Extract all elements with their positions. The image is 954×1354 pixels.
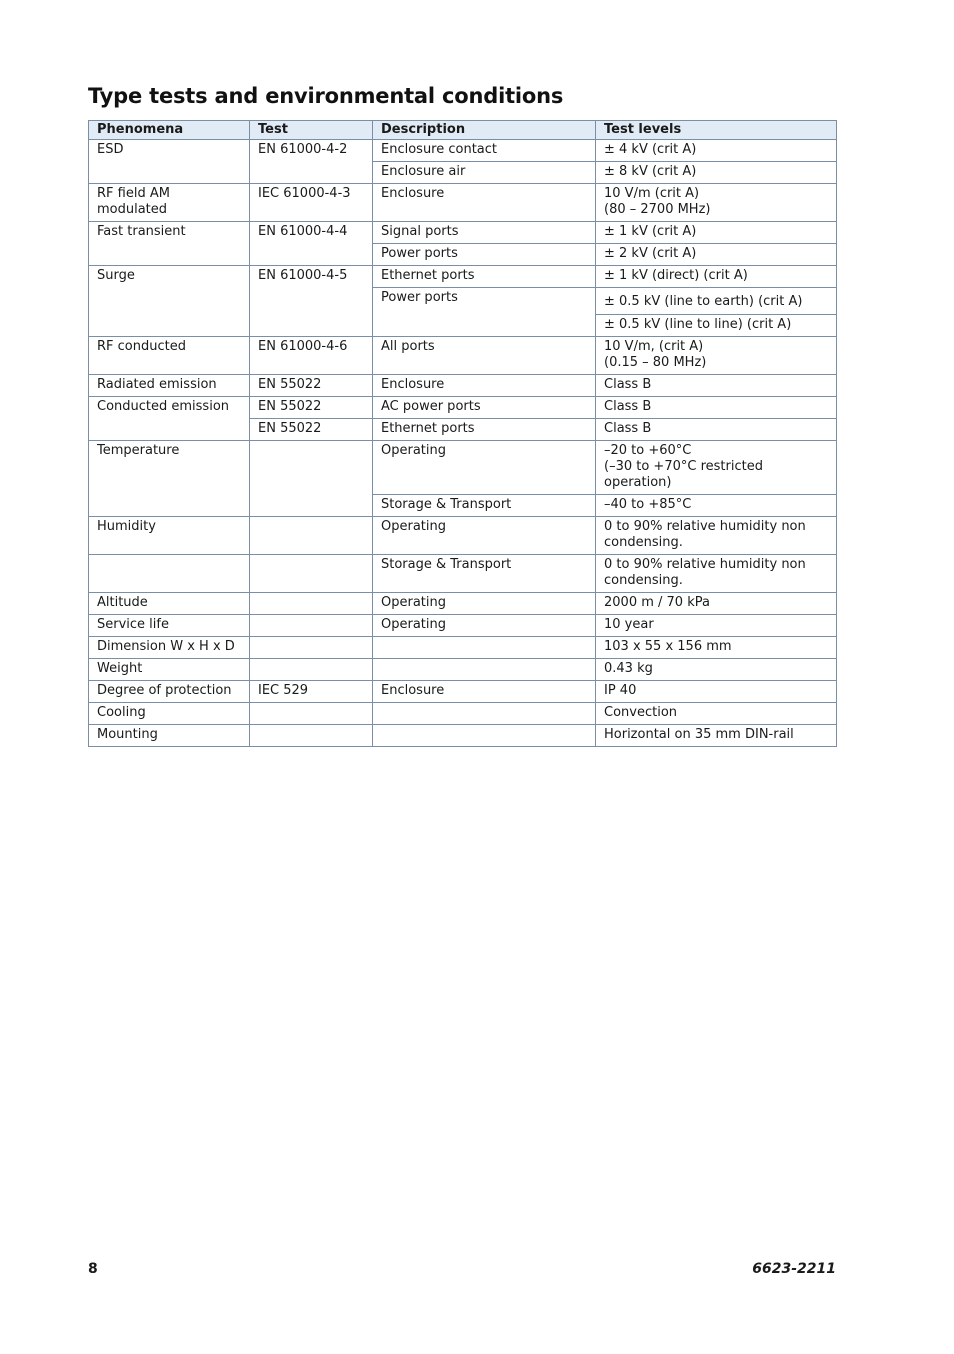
test-cell: EN 61000-4-4 bbox=[250, 222, 373, 266]
description-cell: Operating bbox=[373, 441, 596, 495]
description-cell: Enclosure bbox=[373, 681, 596, 703]
test-level-cell: 10 year bbox=[596, 615, 837, 637]
phenomena-cell: Fast transient bbox=[89, 222, 250, 266]
test-level-cell: Class B bbox=[596, 375, 837, 397]
test-level-cell: 0.43 kg bbox=[596, 659, 837, 681]
description-cell: Power ports bbox=[373, 244, 596, 266]
test-cell bbox=[250, 555, 373, 593]
phenomena-cell: Altitude bbox=[89, 593, 250, 615]
page-title: Type tests and environmental conditions bbox=[88, 84, 564, 108]
description-cell: Operating bbox=[373, 593, 596, 615]
table-header-row bbox=[89, 121, 837, 140]
phenomena-cell: Cooling bbox=[89, 703, 250, 725]
test-level-cell: –40 to +85°C bbox=[596, 495, 837, 517]
phenomena-cell: Dimension W x H x D bbox=[89, 637, 250, 659]
test-level-cell: ± 2 kV (crit A) bbox=[596, 244, 837, 266]
description-cell: Enclosure contact bbox=[373, 140, 596, 162]
phenomena-cell: Degree of protection bbox=[89, 681, 250, 703]
test-cell: EN 61000-4-6 bbox=[250, 337, 373, 375]
description-cell: Enclosure bbox=[373, 184, 596, 222]
description-cell: Operating bbox=[373, 615, 596, 637]
test-level-cell: ± 4 kV (crit A) bbox=[596, 140, 837, 162]
table-row bbox=[89, 517, 837, 555]
table-row bbox=[89, 637, 837, 659]
description-cell: Storage & Transport bbox=[373, 555, 596, 593]
table-row bbox=[89, 659, 837, 681]
description-cell bbox=[373, 725, 596, 747]
table-row bbox=[89, 593, 837, 615]
test-cell bbox=[250, 659, 373, 681]
test-level-cell: 10 V/m, (crit A) (0.15 – 80 MHz) bbox=[596, 337, 837, 375]
test-cell bbox=[250, 441, 373, 517]
test-level-cell: ± 1 kV (crit A) bbox=[596, 222, 837, 244]
table-row bbox=[89, 703, 837, 725]
description-cell: Enclosure bbox=[373, 375, 596, 397]
test-level-cell: 10 V/m (crit A) (80 – 2700 MHz) bbox=[596, 184, 837, 222]
description-cell: Ethernet ports bbox=[373, 266, 596, 288]
test-level-cell: 103 x 55 x 156 mm bbox=[596, 637, 837, 659]
table-row bbox=[89, 266, 837, 288]
test-cell bbox=[250, 517, 373, 555]
phenomena-cell: Surge bbox=[89, 266, 250, 337]
table-row bbox=[89, 184, 837, 222]
table-row bbox=[89, 375, 837, 397]
header-test: Test bbox=[250, 121, 373, 140]
test-cell bbox=[250, 637, 373, 659]
header-phenomena: Phenomena bbox=[89, 121, 250, 140]
test-cell bbox=[250, 703, 373, 725]
phenomena-cell: Humidity bbox=[89, 517, 250, 555]
phenomena-cell: Service life bbox=[89, 615, 250, 637]
phenomena-cell: Mounting bbox=[89, 725, 250, 747]
test-cell: EN 55022 bbox=[250, 419, 373, 441]
description-cell: All ports bbox=[373, 337, 596, 375]
description-cell: Signal ports bbox=[373, 222, 596, 244]
test-cell bbox=[250, 615, 373, 637]
table-row bbox=[89, 681, 837, 703]
test-cell: EN 61000-4-2 bbox=[250, 140, 373, 184]
test-cell: EN 55022 bbox=[250, 375, 373, 397]
table-row bbox=[89, 397, 837, 419]
test-level-cell: ± 0.5 kV (line to earth) (crit A) bbox=[596, 288, 837, 315]
table-row bbox=[89, 441, 837, 495]
phenomena-cell bbox=[89, 555, 250, 593]
test-level-cell: Class B bbox=[596, 419, 837, 441]
header-description: Description bbox=[373, 121, 596, 140]
test-level-cell: 0 to 90% relative humidity non condensing. bbox=[596, 555, 837, 593]
table-row bbox=[89, 725, 837, 747]
table-row bbox=[89, 140, 837, 162]
phenomena-cell: ESD bbox=[89, 140, 250, 184]
test-level-cell: Convection bbox=[596, 703, 837, 725]
description-cell: Operating bbox=[373, 517, 596, 555]
test-level-cell: ± 8 kV (crit A) bbox=[596, 162, 837, 184]
test-level-cell: ± 0.5 kV (line to line) (crit A) bbox=[596, 315, 837, 337]
phenomena-cell: Radiated emission bbox=[89, 375, 250, 397]
phenomena-cell: Temperature bbox=[89, 441, 250, 517]
test-cell: IEC 529 bbox=[250, 681, 373, 703]
test-cell bbox=[250, 593, 373, 615]
test-level-cell: ± 1 kV (direct) (crit A) bbox=[596, 266, 837, 288]
test-level-cell: Class B bbox=[596, 397, 837, 419]
header-test-levels: Test levels bbox=[596, 121, 837, 140]
description-cell: Ethernet ports bbox=[373, 419, 596, 441]
phenomena-cell: RF conducted bbox=[89, 337, 250, 375]
test-cell: EN 55022 bbox=[250, 397, 373, 419]
phenomena-cell: RF field AM modulated bbox=[89, 184, 250, 222]
test-cell: IEC 61000-4-3 bbox=[250, 184, 373, 222]
type-tests-table bbox=[88, 120, 837, 747]
test-level-cell: –20 to +60°C (–30 to +70°C restricted operation) bbox=[596, 441, 837, 495]
phenomena-cell: Weight bbox=[89, 659, 250, 681]
test-cell bbox=[250, 725, 373, 747]
test-level-cell: Horizontal on 35 mm DIN-rail bbox=[596, 725, 837, 747]
table-row bbox=[89, 337, 837, 375]
page-number: 8 bbox=[88, 1261, 98, 1277]
table-row bbox=[89, 222, 837, 244]
description-cell: Storage & Transport bbox=[373, 495, 596, 517]
test-level-cell: 2000 m / 70 kPa bbox=[596, 593, 837, 615]
phenomena-cell: Conducted emission bbox=[89, 397, 250, 441]
test-level-cell: IP 40 bbox=[596, 681, 837, 703]
description-cell bbox=[373, 637, 596, 659]
test-level-cell: 0 to 90% relative humidity non condensing. bbox=[596, 517, 837, 555]
description-cell: Power ports bbox=[373, 288, 596, 337]
description-cell: AC power ports bbox=[373, 397, 596, 419]
description-cell bbox=[373, 659, 596, 681]
table-row bbox=[89, 615, 837, 637]
description-cell: Enclosure air bbox=[373, 162, 596, 184]
document-number: 6623-2211 bbox=[752, 1261, 836, 1277]
table-row bbox=[89, 555, 837, 593]
description-cell bbox=[373, 703, 596, 725]
test-cell: EN 61000-4-5 bbox=[250, 266, 373, 337]
